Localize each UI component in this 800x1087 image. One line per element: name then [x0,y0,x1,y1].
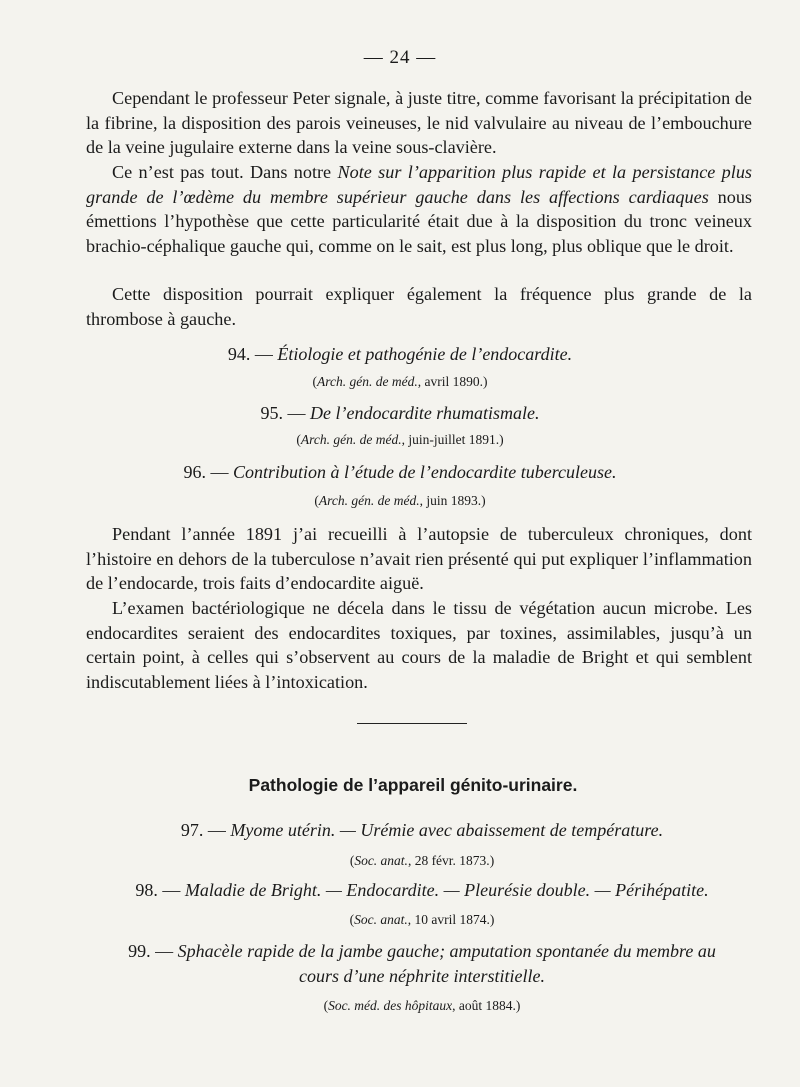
page-number: — 24 — [363,47,437,68]
entry-title: Myome utérin. — Urémie avec abaissement de température. [230,820,664,840]
entry-97-source: (Soc. anat., 28 févr. 1873.) [349,853,495,868]
source-date: , juin 1893. [419,493,482,508]
entry-number: 98. — [135,880,185,900]
entry-98-source: (Soc. anat., 10 avril 1874.) [349,912,495,927]
paragraph-thrombose [86,282,752,331]
source-journal: Arch. gén. de méd. [317,374,418,389]
paragraph-note [86,160,752,258]
source-journal: Soc. méd. des hôpitaux [328,998,453,1013]
paragraph-text: Cependant le professeur Peter signale, à juste titre, comme favorisant la précipitation de la fibrine, la disposition des parois veineuses, le nid valvulaire au niveau de l’embouchure de la veine jugulaire externe dans la veine sous-clavière. [86,88,752,158]
entry-99-continued [22,966,800,987]
section-heading: Pathologie de l’appareil génito-urinaire. [248,775,578,795]
entry-96 [0,462,800,483]
source-journal: Soc. anat. [354,912,408,927]
entry-number: 97. — [180,820,231,840]
entry-number: 99. — [128,941,178,961]
entry-number: 96. — [183,462,233,482]
entry-number: 95. — [260,403,311,423]
entry-title: Étiologie et pathogénie de l’endocardite. [277,344,573,364]
paragraph-autopsie [86,522,752,596]
note-title: Note sur l’apparition plus rapide et la persistance plus grande de l’œdème du membre supérieur gauche dans les affections cardiaques [86,162,753,207]
entry-title: Contribution à l’étude de l’endocardite tuberculeuse. [232,462,617,482]
entry-95-source: (Arch. gén. de méd., juin-juillet 1891.) [296,432,504,447]
entry-95 [0,403,800,424]
paragraph-text: Cette disposition pourrait expliquer également la fréquence plus grande de la thrombose à gauche. [86,284,752,329]
entry-title: De l’endocardite rhumatismale. [310,403,540,423]
source-journal: Arch. gén. de méd. [318,493,420,508]
paragraph-text: Ce n’est pas tout. Dans notre [112,162,338,182]
source-date: , 28 févr. 1873. [407,853,490,868]
entry-94 [0,344,800,365]
entry-98 [22,880,800,901]
source-date: , 10 avril 1874. [407,912,490,927]
paragraph-peter [86,86,752,160]
entry-99 [22,941,800,962]
paragraph-text: L’examen bactériologique ne décela dans le tissu de végétation aucun microbe. Les endocardites seraient des endocardites toxiques, par toxines, assimilables, jusqu’à un certain point, à celles qui s’observent au cours de la maladie de Bright et qui semblent indiscutablement liées à l’intoxication. [86,598,752,692]
entry-96-source: (Arch. gén. de méd., juin 1893.) [314,493,486,508]
paragraph-text: Pendant l’année 1891 j’ai recueilli à l’autopsie de tuberculeux chroniques, dont l’histoire en dehors de la tuberculose n’avait rien présenté qui put expliquer l’inflammation de l’endocarde, trois faits d’endocardite aiguë. [86,524,752,594]
paragraph-text: nous émettions l’hypothèse que cette particularité était due à la disposition du tronc veineux brachio-céphalique gauche qui, comme on le sait, est plus long, plus oblique que le droit. [86,186,753,256]
paragraph-examen [86,596,752,694]
entry-99-source: (Soc. méd. des hôpitaux, août 1884.) [323,998,521,1013]
entry-97 [22,820,800,841]
entry-title: cours d’une néphrite interstitielle. [299,966,545,986]
source-date: , avril 1890. [417,374,483,389]
entry-number: 94. — [227,344,278,364]
source-date: , août 1884. [452,998,516,1013]
source-journal: Arch. gén. de méd. [300,432,402,447]
entry-title: Sphacèle rapide de la jambe gauche; amputation spontanée du membre au [177,941,716,961]
entry-94-source: (Arch. gén. de méd., avril 1890.) [312,374,488,389]
source-journal: Soc. anat. [354,853,408,868]
section-divider [357,723,467,724]
entry-title: Maladie de Bright. — Endocardite. — Pleurésie double. — Périhépatite. [184,880,709,900]
source-date: , juin-juillet 1891. [401,432,500,447]
